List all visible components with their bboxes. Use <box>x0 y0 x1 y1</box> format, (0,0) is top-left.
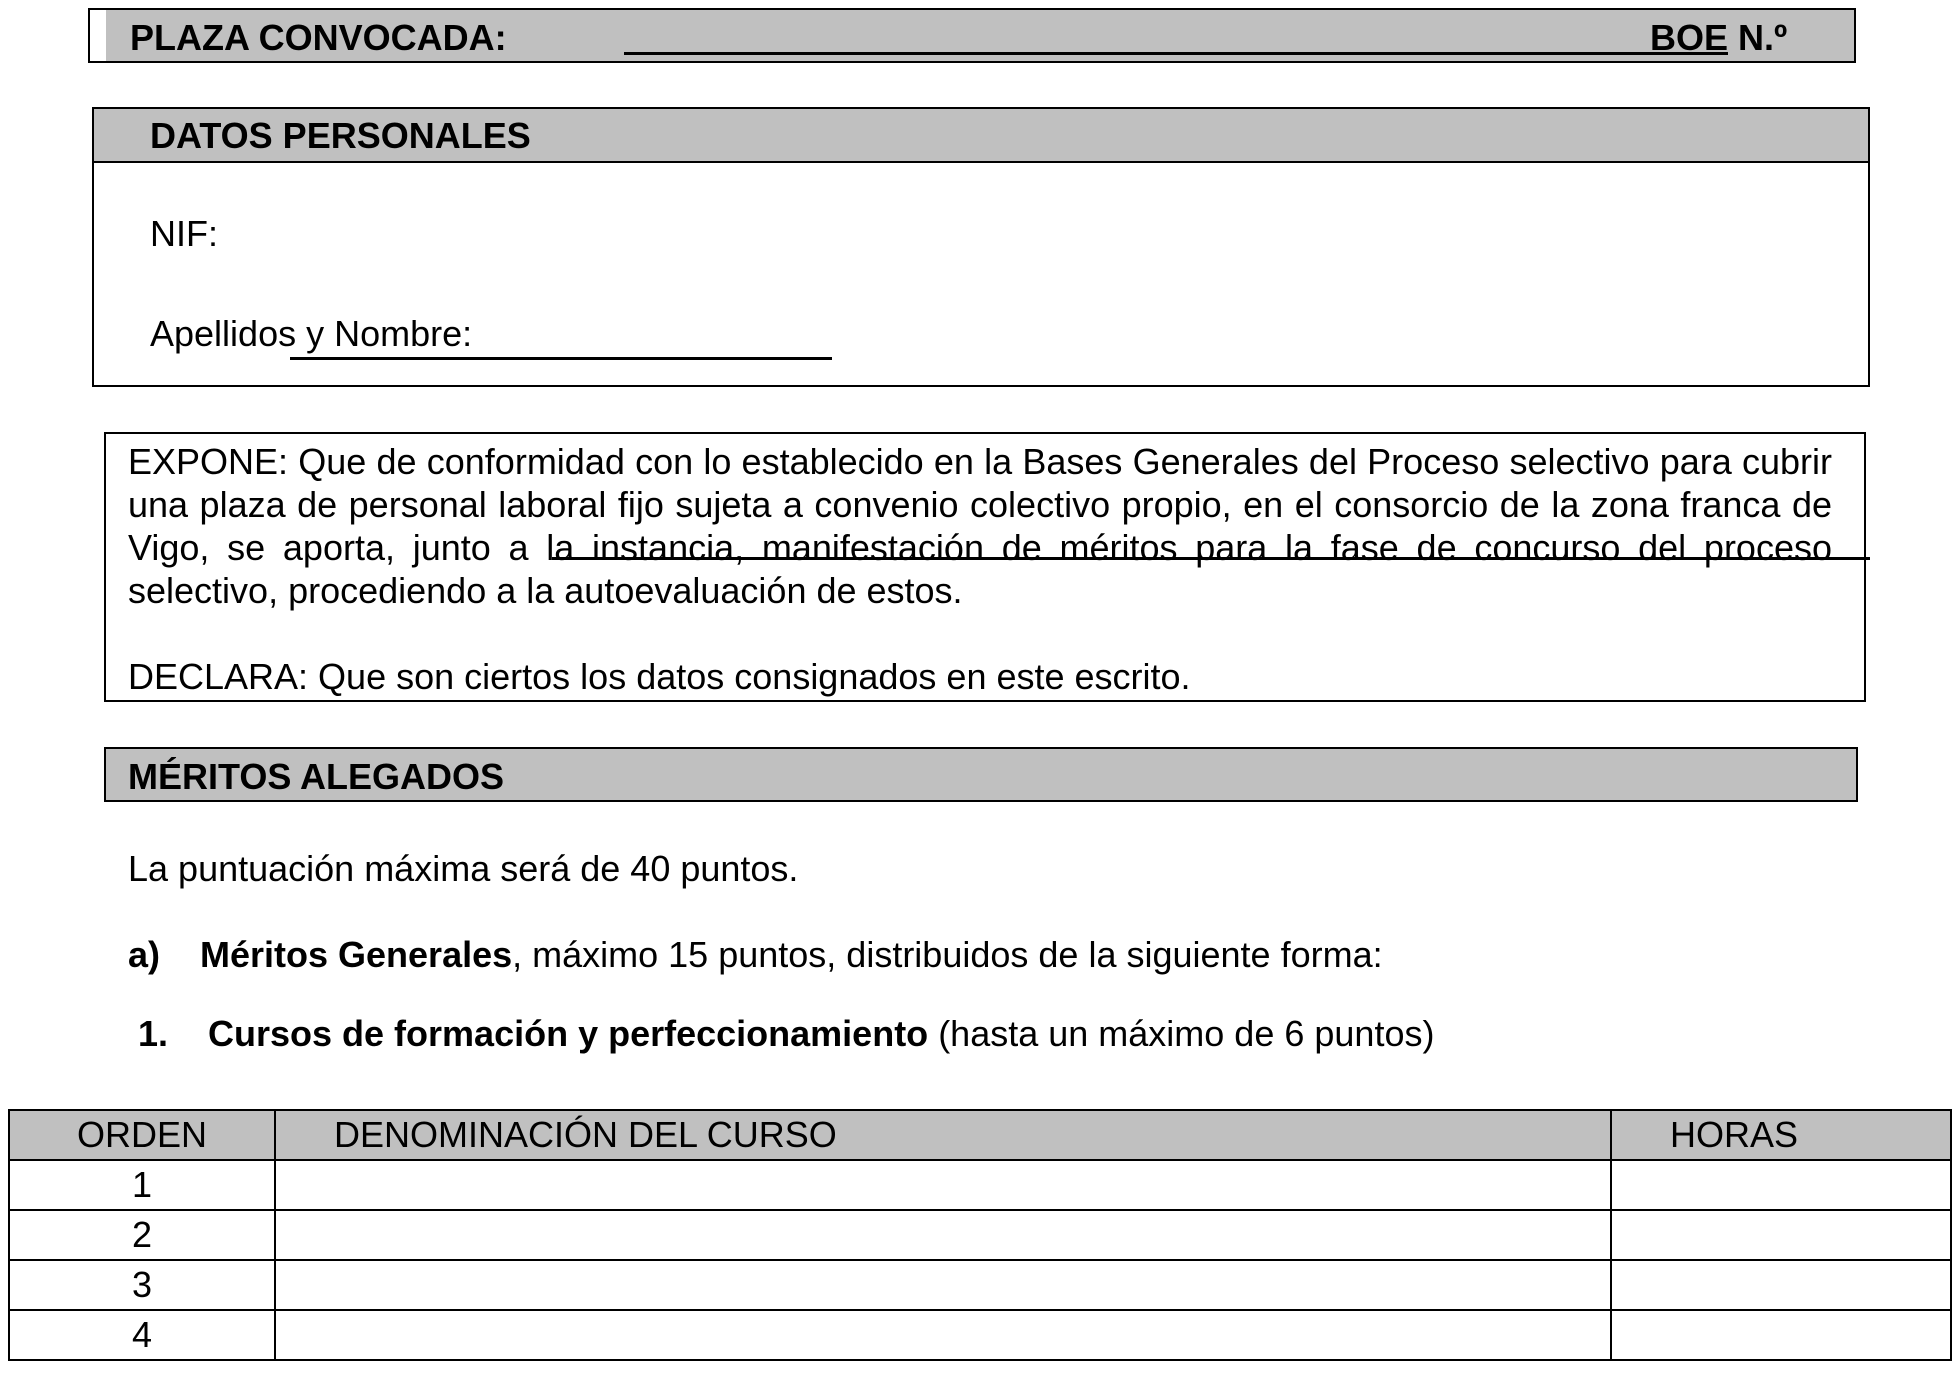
table-row <box>9 1260 1951 1310</box>
col-curso-header: DENOMINACIÓN DEL CURSO <box>275 1110 1611 1160</box>
curso-cell[interactable] <box>275 1310 1611 1360</box>
horas-cell[interactable] <box>1611 1260 1951 1310</box>
nif-label: NIF: <box>150 213 218 254</box>
datos-personales-header <box>94 109 1868 163</box>
expone-text: EXPONE: Que de conformidad con lo establecido en la Bases Generales del Proceso selectivo para cubrir una plaza de personal laboral fijo sujeta a convenio colectivo propio, en el consorcio de la zona franca de Vigo, se aporta, junto a la instancia, manifestación de méritos para la fase de concurso del proceso selectivo, procediendo a la autoevaluación de estos. <box>128 441 1832 611</box>
table-header-row <box>9 1110 1951 1160</box>
cursos-line <box>138 1013 1434 1055</box>
curso-cell[interactable] <box>275 1210 1611 1260</box>
curso-cell[interactable] <box>275 1260 1611 1310</box>
datos-personales-section <box>92 107 1870 387</box>
curso-cell[interactable] <box>275 1160 1611 1210</box>
meritos-alegados-header <box>104 747 1858 802</box>
item-1-marker: 1. <box>138 1013 169 1054</box>
horas-cell[interactable] <box>1611 1310 1951 1360</box>
item-a-marker: a) <box>128 934 161 975</box>
datos-personales-title: DATOS PERSONALES <box>150 115 531 156</box>
meritos-alegados-title: MÉRITOS ALEGADOS <box>128 756 505 797</box>
puntuacion-maxima-text: La puntuación máxima será de 40 puntos. <box>128 848 799 889</box>
cursos-bold: Cursos de formación y perfeccionamiento <box>208 1013 929 1054</box>
nif-row <box>150 213 218 255</box>
orden-cell: 1 <box>9 1160 275 1210</box>
cursos-table <box>8 1109 1952 1361</box>
table-row <box>9 1160 1951 1210</box>
orden-cell: 4 <box>9 1310 275 1360</box>
nombre-label: Apellidos y Nombre: <box>150 313 473 354</box>
col-orden-header: ORDEN <box>9 1110 275 1160</box>
orden-cell: 2 <box>9 1210 275 1260</box>
horas-cell[interactable] <box>1611 1210 1951 1260</box>
meritos-generales-rest: , máximo 15 puntos, distribuidos de la siguiente forma: <box>512 934 1383 975</box>
boe-label: BOE N.º <box>1650 17 1788 58</box>
orden-cell: 3 <box>9 1260 275 1310</box>
meritos-generales-line <box>128 934 1383 976</box>
declara-text: DECLARA: Que son ciertos los datos consignados en este escrito. <box>128 656 1191 697</box>
nif-input-line[interactable] <box>290 357 832 360</box>
cursos-rest: (hasta un máximo de 6 puntos) <box>928 1013 1435 1054</box>
col-horas-header: HORAS <box>1611 1110 1951 1160</box>
plaza-convocada-box <box>88 8 1856 63</box>
table-row <box>9 1210 1951 1260</box>
table-row <box>9 1310 1951 1360</box>
nombre-row <box>150 313 472 355</box>
plaza-input-line[interactable] <box>624 52 1728 55</box>
plaza-label: PLAZA CONVOCADA: <box>130 17 507 58</box>
expone-box <box>104 432 1866 702</box>
horas-cell[interactable] <box>1611 1160 1951 1210</box>
meritos-generales-bold: Méritos Generales <box>200 934 513 975</box>
